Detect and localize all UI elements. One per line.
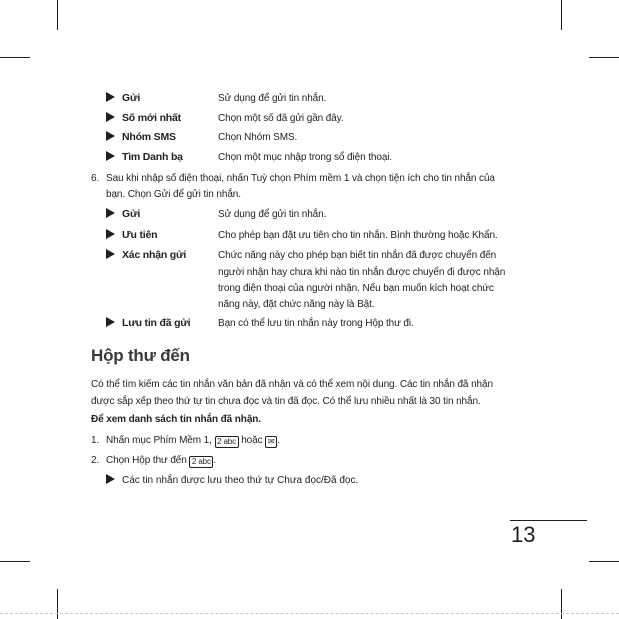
message-key-icon: ✉ bbox=[265, 436, 277, 448]
option-name: Ưu tiên bbox=[122, 229, 158, 241]
option-item bbox=[106, 228, 157, 242]
triangle-bullet-icon bbox=[106, 208, 115, 218]
option-desc: Sử dụng để gửi tin nhắn. bbox=[218, 93, 327, 104]
triangle-bullet-icon bbox=[106, 92, 115, 102]
option-item bbox=[106, 111, 181, 125]
intro-text: Có thể tìm kiếm các tin nhắn văn bản đã nhận và có thể xem nội dung. Các tin nhắn đã nhận bbox=[91, 379, 493, 390]
step-line bbox=[106, 452, 216, 469]
option-desc: Chọn một số đã gửi gần đây. bbox=[218, 113, 344, 124]
crop-mark bbox=[561, 589, 562, 619]
triangle-bullet-icon bbox=[106, 151, 115, 161]
triangle-bullet-icon bbox=[106, 474, 115, 484]
option-desc: Bạn có thể lưu tin nhắn này trong Hộp thư đi. bbox=[218, 318, 414, 329]
step-end: . bbox=[277, 435, 280, 446]
step-number: 2. bbox=[91, 455, 100, 466]
note-text: Các tin nhắn được lưu theo thứ tự Chưa đọc/Đã đọc. bbox=[122, 475, 359, 486]
option-desc: Cho phép bạn đặt ưu tiên cho tin nhắn. Bình thường hoặc Khẩn. bbox=[218, 230, 498, 241]
step-number: 1. bbox=[91, 435, 100, 446]
option-desc: trong điện thoại của người nhận. Nếu bạn muốn kích hoạt chức bbox=[218, 283, 494, 294]
crop-mark bbox=[0, 561, 30, 562]
subheading: Để xem danh sách tin nhắn đã nhận. bbox=[91, 414, 261, 425]
crop-mark bbox=[589, 57, 619, 58]
option-desc: Chức năng này cho phép bạn biết tin nhắn đã được chuyển đến bbox=[218, 250, 497, 261]
triangle-bullet-icon bbox=[106, 249, 115, 259]
section-heading: Hộp thư đến bbox=[91, 346, 190, 365]
step-line bbox=[106, 432, 280, 449]
option-item bbox=[106, 91, 140, 105]
triangle-bullet-icon bbox=[106, 112, 115, 122]
option-desc: người nhận hay chưa khi nào tin nhắn được chuyển đi được nhận bbox=[218, 267, 506, 278]
option-desc: Sử dụng để gửi tin nhắn. bbox=[218, 209, 327, 220]
triangle-bullet-icon bbox=[106, 317, 115, 327]
step-end: . bbox=[213, 455, 217, 466]
option-desc: Chọn Nhóm SMS. bbox=[218, 132, 298, 143]
trim-line bbox=[0, 613, 619, 614]
option-name: Gửi bbox=[122, 208, 141, 220]
option-desc: năng này, đặt chức năng này là Bật. bbox=[218, 299, 375, 310]
option-name: Nhóm SMS bbox=[122, 131, 176, 143]
crop-mark bbox=[57, 589, 58, 619]
option-item bbox=[106, 316, 190, 330]
step-text: bạn. Chọn Gửi để gửi tin nhắn. bbox=[106, 189, 241, 200]
crop-mark bbox=[561, 0, 562, 30]
triangle-bullet-icon bbox=[106, 229, 115, 239]
step-text: Sau khi nhập số điện thoại, nhấn Tuỳ chọn Phím mềm 1 và chọn tiện ích cho tin nhắn của bbox=[106, 173, 495, 184]
option-name: Lưu tin đã gửi bbox=[122, 317, 191, 329]
crop-mark bbox=[0, 57, 30, 58]
step-text: Chọn Hộp thư đến bbox=[106, 455, 187, 466]
crop-mark bbox=[589, 561, 619, 562]
key-2abc-icon: 2 abc bbox=[215, 436, 239, 448]
option-name: Gửi bbox=[122, 92, 141, 104]
page-number-rule bbox=[510, 520, 587, 521]
step-number: 6. bbox=[91, 173, 100, 184]
crop-mark bbox=[57, 0, 58, 30]
bullet-note bbox=[106, 473, 358, 487]
option-item bbox=[106, 207, 140, 221]
option-desc: Chọn một mục nhập trong sổ điện thoại. bbox=[218, 152, 393, 163]
page-number: 13 bbox=[511, 522, 536, 547]
option-name: Số mới nhất bbox=[122, 112, 181, 124]
step-or: hoặc bbox=[241, 435, 263, 446]
intro-text: được sắp xếp theo thứ tự tin chưa đọc và tin đã đọc. Có thể lưu nhiều nhất là 30 tin nhắn. bbox=[91, 396, 481, 407]
option-item bbox=[106, 150, 183, 164]
key-2abc-icon: 2 abc bbox=[189, 456, 213, 468]
triangle-bullet-icon bbox=[106, 131, 115, 141]
option-item bbox=[106, 248, 186, 262]
step-text: Nhấn mục Phím Mềm 1, bbox=[106, 435, 212, 446]
option-item bbox=[106, 130, 176, 144]
option-name: Tìm Danh bạ bbox=[122, 151, 183, 163]
option-name: Xác nhận gửi bbox=[122, 249, 187, 261]
